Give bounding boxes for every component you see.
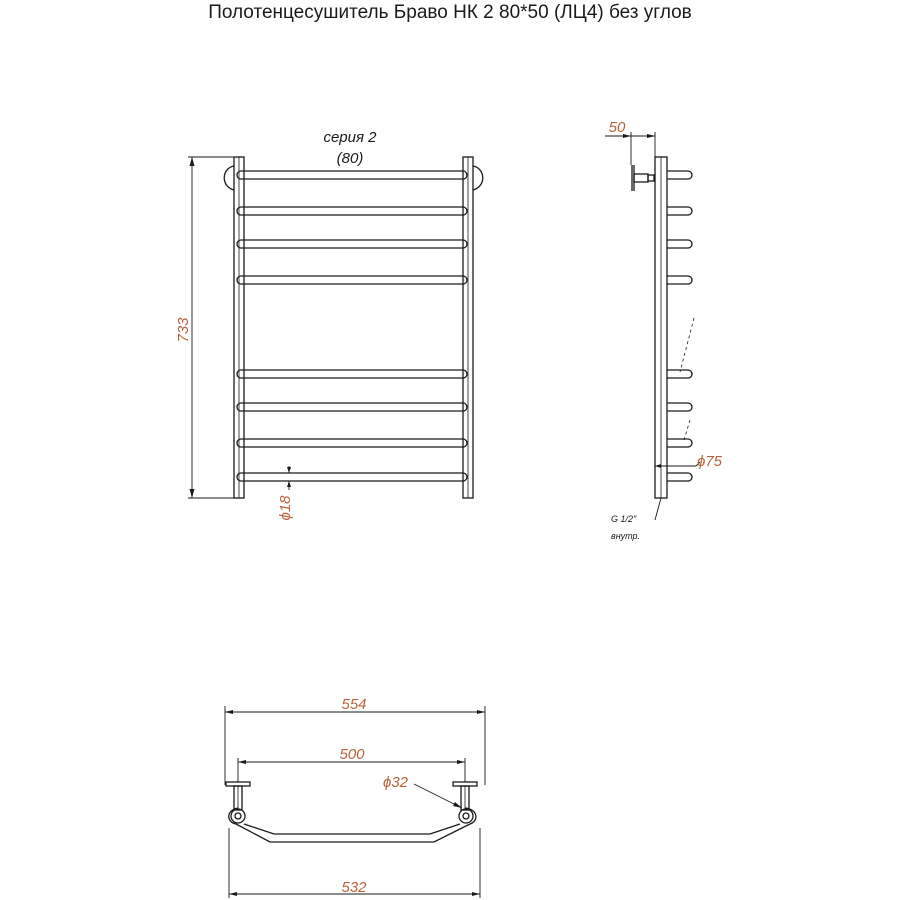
center-distance-label: 500 (339, 746, 365, 763)
rail-body (229, 808, 476, 842)
crossbar (237, 240, 467, 248)
tube-diameter-label: ϕ18 (277, 495, 294, 521)
bar-profile (667, 403, 692, 411)
drawing-title: Полотенцесушитель Браво НК 2 80*50 (ЛЦ4) без углов (208, 2, 692, 23)
crossbar (237, 207, 467, 215)
tube-diameter-callout (277, 466, 294, 521)
height-dim-label: 733 (175, 317, 192, 343)
bar-profile (667, 276, 692, 284)
wall-bracket (632, 165, 654, 191)
series-label: серия 2 (323, 129, 377, 146)
bar-profile (667, 473, 692, 481)
side-vertical-tube (655, 157, 667, 498)
pipe-diameter-label: ϕ32 (383, 774, 409, 791)
side-view (605, 119, 723, 541)
front-view (175, 129, 483, 521)
series-value: (80) (336, 150, 364, 167)
side-diameter-label: ϕ75 (697, 453, 723, 470)
crossbar (237, 171, 467, 179)
overall-width-label: 554 (341, 696, 367, 713)
crossbars (237, 171, 467, 481)
thread-note: внутр. (611, 531, 641, 541)
bar-profile (667, 439, 692, 447)
depth-dimension (605, 119, 655, 165)
bar-profile (667, 370, 692, 378)
crossbar (237, 473, 467, 481)
side-diameter-callout (655, 453, 723, 470)
thread-label: G 1/2" (611, 514, 637, 524)
overall-width-dimension (225, 696, 485, 785)
side-bar-profiles (667, 171, 692, 481)
depth-dim-label: 50 (608, 119, 626, 136)
left-wall-mount (226, 782, 250, 810)
center-distance-dimension (238, 746, 465, 782)
wall-hint-line (680, 318, 694, 440)
crossbar (237, 370, 467, 378)
bar-profile (667, 207, 692, 215)
rail-width-label: 532 (341, 879, 367, 896)
crossbar (237, 403, 467, 411)
crossbar (237, 439, 467, 447)
bar-profile (667, 171, 692, 179)
thread-callout (611, 498, 661, 541)
height-dimension (175, 157, 234, 498)
pipe-diameter-callout (383, 774, 462, 808)
bar-profile (667, 240, 692, 248)
crossbar (237, 276, 467, 284)
top-view (225, 696, 485, 898)
